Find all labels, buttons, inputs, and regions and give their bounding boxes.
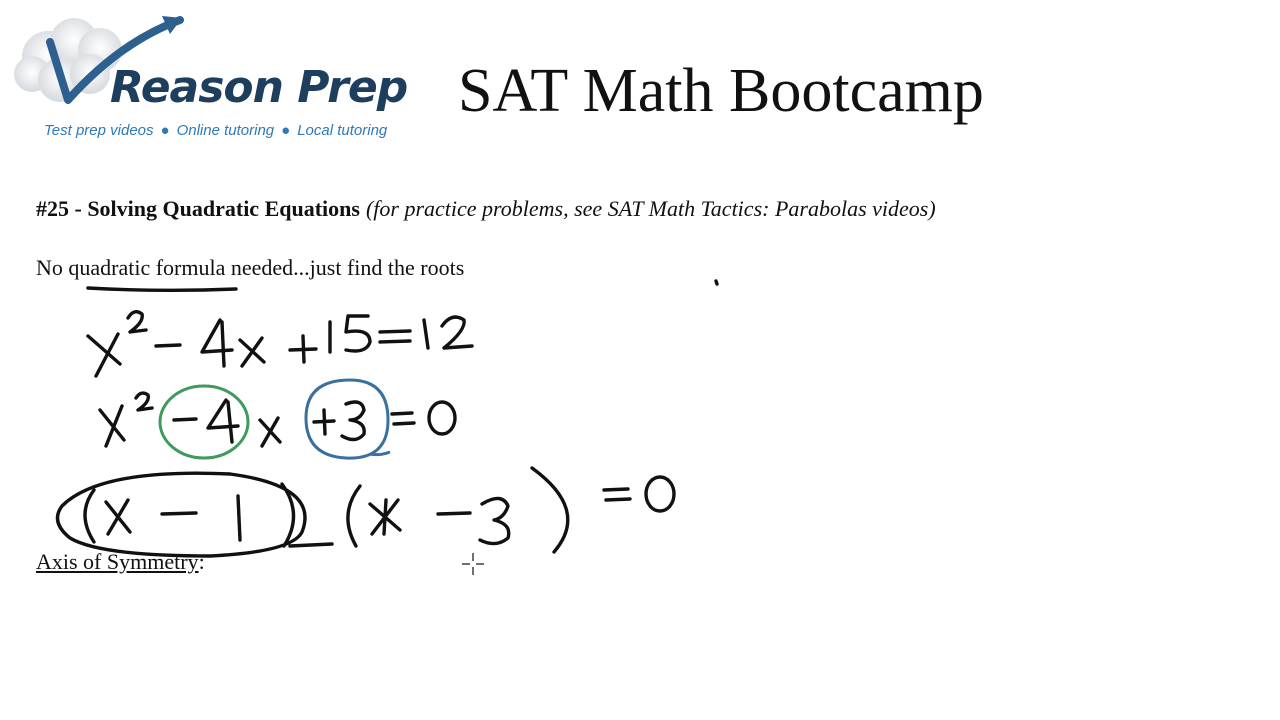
crosshair-cursor-icon	[460, 551, 486, 577]
tagline-item: Local tutoring	[297, 122, 388, 139]
lesson-heading	[36, 196, 936, 222]
intro-text: No quadratic formula needed...just find the roots	[36, 255, 465, 280]
brand-logo	[10, 12, 420, 147]
brand-tagline	[44, 122, 387, 139]
handwritten-underline	[88, 288, 236, 290]
tagline-separator: ●	[281, 122, 291, 139]
handwritten-equation-3	[85, 468, 674, 552]
axis-of-symmetry-label	[36, 549, 205, 575]
handwritten-dot	[716, 281, 717, 284]
handwritten-equation-1	[88, 312, 472, 376]
blue-circle-c-term	[306, 380, 390, 458]
lesson-title: #25 - Solving Quadratic Equations	[36, 196, 360, 221]
lesson-note: (for practice problems, see SAT Math Tactics: Parabolas videos)	[365, 196, 936, 221]
axis-label-text: Axis of Symmetry	[36, 549, 199, 574]
circle-around-factor	[58, 473, 333, 556]
brand-name: Reason Prep	[110, 62, 408, 113]
tagline-item: Test prep videos	[44, 122, 154, 139]
tagline-item: Online tutoring	[176, 122, 275, 139]
handwritten-equation-2	[100, 393, 455, 446]
axis-label-colon: :	[198, 549, 205, 574]
page-title: SAT Math Bootcamp	[458, 57, 984, 125]
tagline-separator: ●	[160, 122, 170, 139]
green-circle-b-term	[160, 386, 248, 458]
